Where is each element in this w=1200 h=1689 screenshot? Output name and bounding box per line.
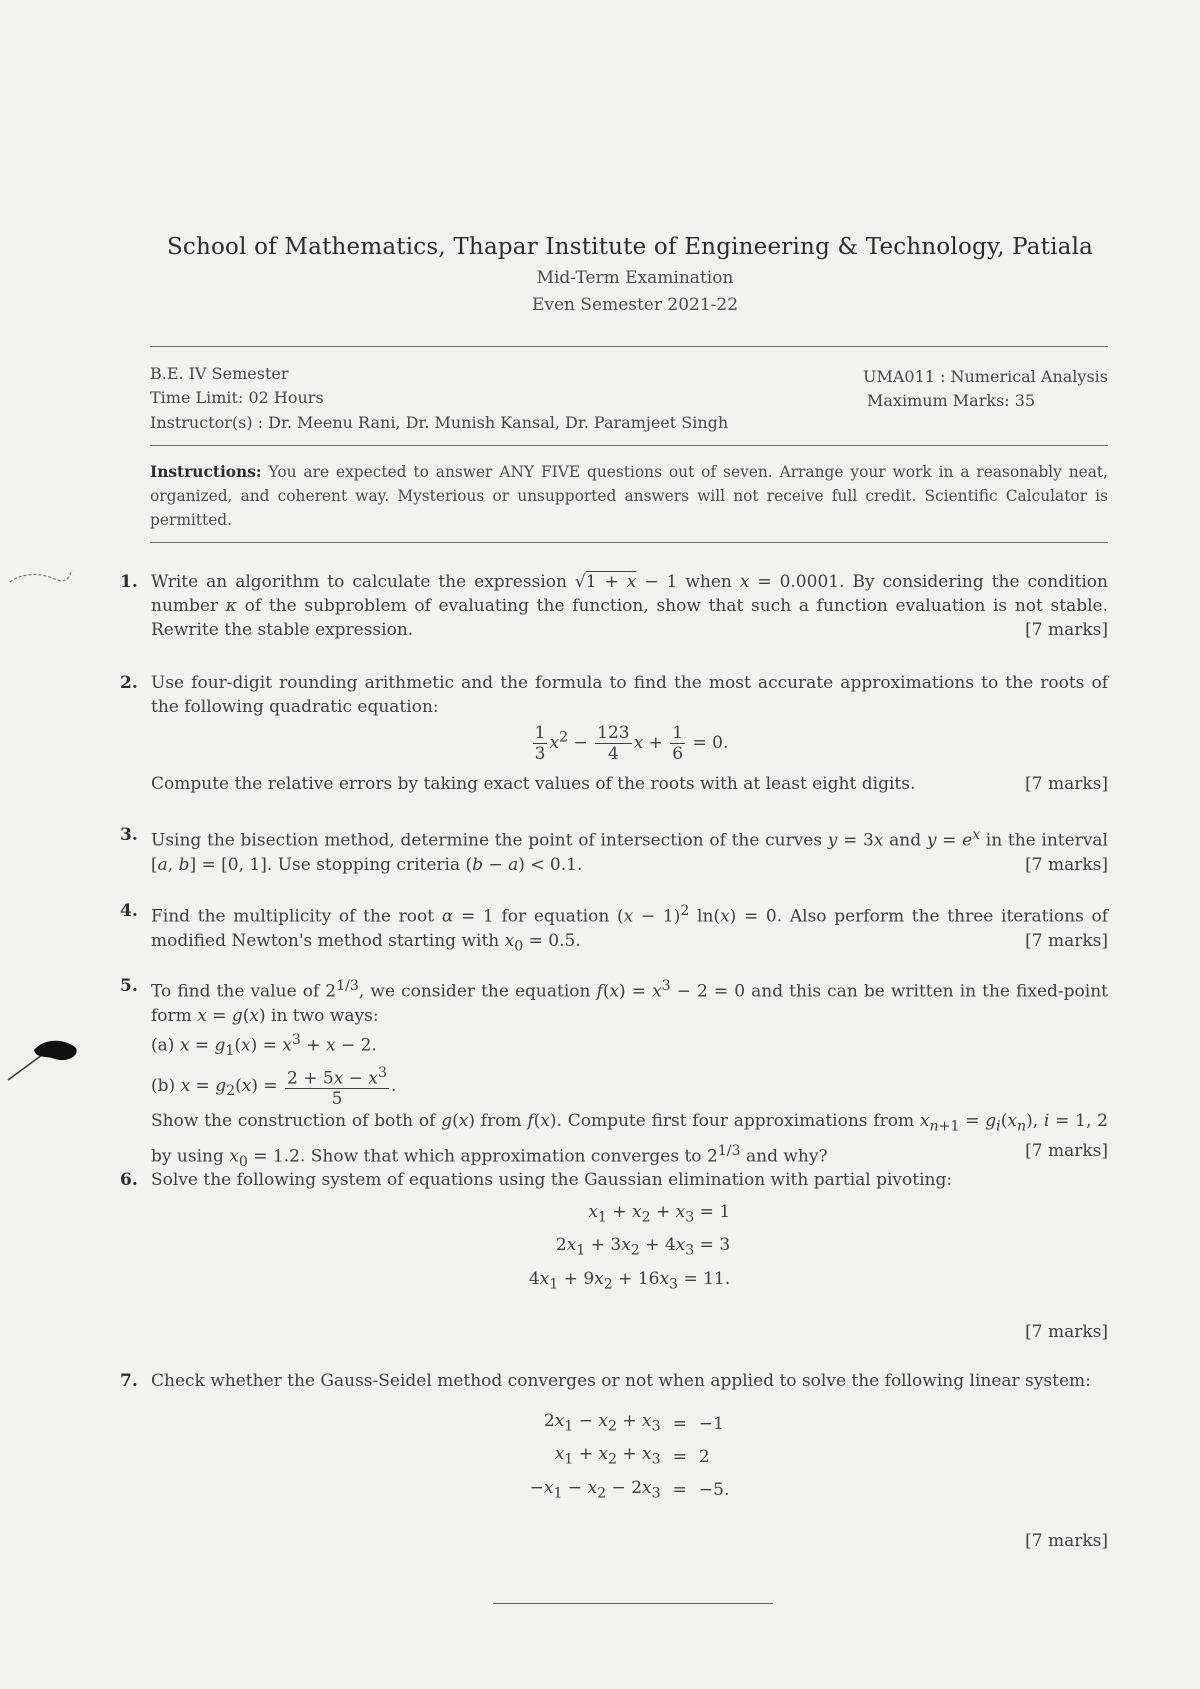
question-number: 1. [120, 572, 138, 592]
ink-blot [6, 1034, 86, 1082]
marks-label: [7 marks] [1025, 1140, 1108, 1161]
question-text: Check whether the Gauss-Seidel method converges or not when applied to solve the following linear system: [151, 1371, 1091, 1391]
linear-system: $2x_1 - x_2 + x_3$ = −1 $x_1 + x_2 + x_3$ = 2 $-x_1 - x_2 - 2x_3$ = −5. [529, 1411, 730, 1502]
question-text: . By considering the condition number [151, 572, 1108, 616]
marks-label: [7 marks] [1025, 1322, 1108, 1343]
instructors: Instructor(s) : Dr. Meenu Rani, Dr. Munish Kansal, Dr. Paramjeet Singh [150, 413, 729, 432]
question-text: . Show that which approximation converges to [299, 1146, 707, 1167]
ink-smudge [8, 568, 74, 586]
course-code: UMA011 : Numerical Analysis [862, 367, 1108, 386]
option-a: (a) $x = g_1(x) = x^3 + x - 2$. [151, 1031, 377, 1059]
sqrt-expression: √1 + x − 1 [574, 572, 678, 592]
question-text: Find the multiplicity of the root [151, 906, 442, 927]
question-number: 6. [120, 1170, 138, 1190]
question-text: and this can be written in the fixed-point form [151, 981, 1108, 1026]
semester-label: Even Semester 2021-22 [531, 295, 739, 315]
question-number: 3. [120, 825, 138, 845]
question-6 [120, 1168, 1108, 1344]
page-title: School of Mathematics, Thapar Institute of Engineering & Technology, Patiala [166, 234, 1094, 260]
marks-label: [7 marks] [1025, 930, 1108, 951]
question-number: 4. [120, 901, 138, 921]
marks-label: [7 marks] [1025, 774, 1108, 794]
option-b: (b) $x = g_2(x)$ = $\frac{2 + 5x - x^3}{5}$ . [151, 1064, 397, 1110]
question-2 [120, 671, 1108, 796]
instructions [150, 460, 1108, 532]
equation-system: $x_1 + x_2 + x_3 = 1$ $2x_1 + 3x_2 + 4x_3 = 3$ $4x_1 + 9x_2 + 16x_3 = 11$. [528, 1202, 731, 1293]
marks-label: [7 marks] [1025, 620, 1108, 640]
question-text: To find the value of [151, 981, 326, 1002]
question-number: 5. [120, 976, 138, 996]
question-5: 5. To find the value of $2^{1/3}$, we consider the equation $f(x) = x^3 - 2 = 0$ and this can be written in the fixed-point form x = g(x) in two ways: (a) $x = g_1(x) = x^3 + x - 2$. (b) $x = g_2(x)$ = $\frac{2 + 5x - x^3}{5}$ . Show the construction of both of g(x) from f(x). Compute first four approximations from $x_{n+1} = g_i(x_n)$, i = 1, 2 by using $x_0 = 1.2$. Show that which approximation converges to $2^{1/3}$ and why? [7 marks] [120, 976, 1108, 1170]
question-text: Write an algorithm to calculate the expression [151, 572, 575, 592]
question-text: Using the bisection method, determine the point of intersection of the curves [151, 830, 828, 851]
max-marks: Maximum Marks: 35 [867, 391, 1036, 410]
question-3: 3. Using the bisection method, determine the point of intersection of the curves y = 3x and $y = e^x$ in the interval [a, b] = [0, 1]. Use stopping criteria (b − a) < 0.1. [7 marks] [120, 825, 1108, 875]
quadratic-equation: $\frac{1}{3}$ $x^2$ − $\frac{123}{4}$ x + $\frac{1}{6}$ = 0. [534, 723, 729, 764]
question-text: of the subproblem of evaluating the function, show that such a function evaluation is not stable. Rewrite the stable expression. [151, 596, 1108, 640]
question-text: by using [151, 1146, 230, 1167]
question-4: 4. Find the multiplicity of the root α = 1 for equation $(x - 1)^2$ ln(x) = 0. Also perform the three iterations of modified Newton's method starting with $x_0 = 0.5$. [7 marks] [120, 901, 1109, 955]
question-text: and [883, 830, 927, 851]
question-text: for equation [493, 906, 617, 927]
question-text: Compute the relative errors by taking exact values of the roots with at least eight digits. [151, 774, 916, 794]
question-1: 1. Write an algorithm to calculate the expression √1 + x − 1 when x = 0.0001. By considering the condition number κ of the subproblem of evaluating the function, show that such a function evaluation is not stable. Rewrite the stable expression. [7 marks] [120, 572, 1108, 640]
divider [150, 346, 1108, 347]
instructions-text: You are expected to answer ANY FIVE questions out of seven. Arrange your work in a reasonably neat, organized, and coherent way. Mysterious or unsupported answers will not receive full credit. Scientific Calculator is permitted. [150, 463, 1108, 529]
question-text: Show the construction of both of [151, 1111, 442, 1132]
question-number: 2. [120, 673, 138, 693]
question-text: . Also perform the three iterations of modified Newton's method starting with [151, 906, 1109, 951]
question-text: in the interval [980, 830, 1108, 851]
question-text: and why? [740, 1146, 828, 1167]
question-text: in two ways: [265, 1005, 379, 1026]
marks-label: [7 marks] [1025, 1531, 1108, 1552]
question-number: 7. [120, 1371, 138, 1391]
marks-label: [7 marks] [1025, 854, 1108, 875]
divider [150, 445, 1108, 446]
exam-name: Mid-Term Examination [536, 268, 734, 288]
question-text: Solve the following system of equations using the Gaussian elimination with partial pivoting: [151, 1170, 953, 1190]
end-rule [493, 1603, 773, 1604]
question-text: when [677, 572, 740, 592]
course-level: B.E. IV Semester [150, 364, 289, 383]
question-text: from [474, 1111, 528, 1132]
question-text: Use four-digit rounding arithmetic and the formula to find the most accurate approximations to the roots of the following quadratic equation: [151, 673, 1108, 717]
divider [150, 542, 1108, 543]
instructions-label: Instructions: [150, 463, 262, 481]
question-text: , we consider the equation [358, 981, 597, 1002]
question-text: . Compute first four approximations from [556, 1111, 920, 1132]
question-text: . Use stopping criteria [266, 854, 466, 875]
question-7 [120, 1369, 1108, 1553]
time-limit: Time Limit: 02 Hours [150, 388, 324, 407]
